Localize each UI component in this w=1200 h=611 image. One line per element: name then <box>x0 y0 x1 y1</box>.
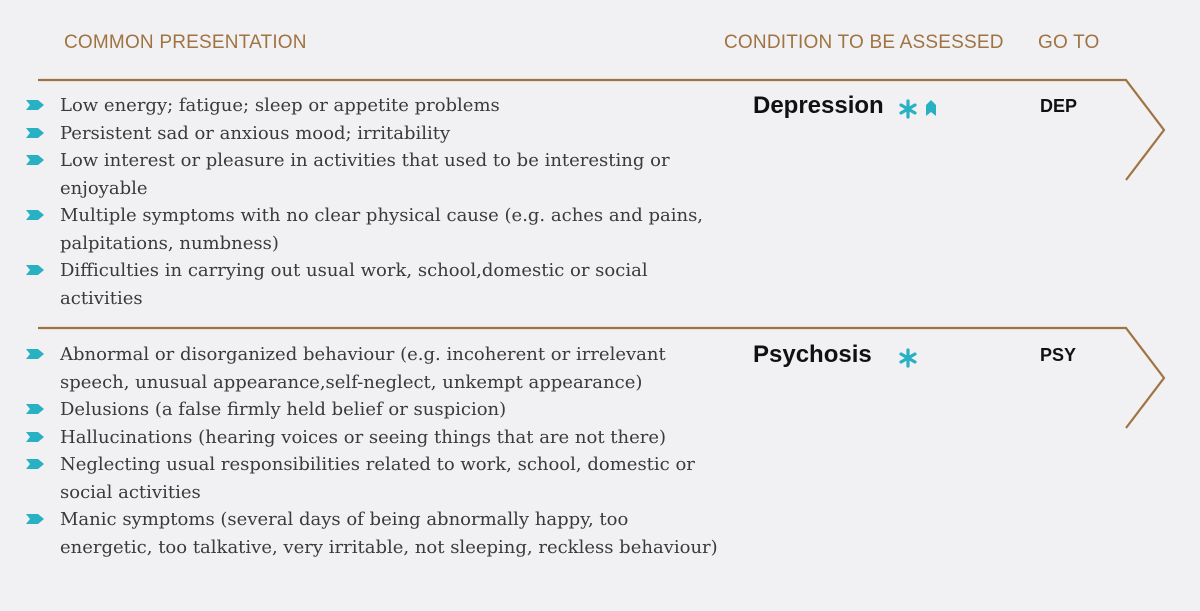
presentation-list <box>26 92 726 312</box>
bullet-arrow-icon <box>26 432 44 442</box>
bullet-arrow-icon <box>26 459 44 469</box>
goto-psy: PSY <box>1040 345 1077 365</box>
depression-icons <box>898 98 942 120</box>
list-item: Persistent sad or anxious mood; irritability <box>26 120 726 148</box>
bullet-arrow-icon <box>26 210 44 220</box>
header-condition: CONDITION TO BE ASSESSED <box>724 32 1004 53</box>
bullet-arrow-icon <box>26 404 44 414</box>
asterisk-icon <box>901 350 915 366</box>
header-common-presentation: COMMON PRESENTATION <box>64 32 307 53</box>
list-item: Low interest or pleasure in activities that used to be interesting or enjoyable <box>26 147 726 202</box>
list-item: Low energy; fatigue; sleep or appetite problems <box>26 92 726 120</box>
bullet-arrow-icon <box>26 155 44 165</box>
list-item: Neglecting usual responsibilities related to work, school, domestic or social activities <box>26 451 726 506</box>
presentation-list <box>26 341 726 561</box>
list-item: Difficulties in carrying out usual work, school,domestic or social activities <box>26 257 726 312</box>
bullet-arrow-icon <box>26 265 44 275</box>
asterisk-icon <box>901 101 915 117</box>
list-item: Hallucinations (hearing voices or seeing things that are not there) <box>26 424 726 452</box>
bullet-arrow-icon <box>26 100 44 110</box>
bullet-arrow-icon <box>26 349 44 359</box>
header-go-to: GO TO <box>1038 32 1100 53</box>
psychosis-icons <box>898 347 942 369</box>
bullet-arrow-icon <box>26 514 44 524</box>
list-item: Abnormal or disorganized behaviour (e.g. incoherent or irrelevant speech, unusual appearance,self-neglect, unkempt appearance) <box>26 341 726 396</box>
bookmark-house-icon <box>926 100 936 116</box>
condition-depression: Depression <box>753 92 884 119</box>
condition-psychosis: Psychosis <box>753 341 872 368</box>
bullet-arrow-icon <box>26 128 44 138</box>
list-item: Delusions (a false firmly held belief or suspicion) <box>26 396 726 424</box>
goto-dep: DEP <box>1040 96 1078 116</box>
list-item: Multiple symptoms with no clear physical cause (e.g. aches and pains, palpitations, numbness) <box>26 202 726 257</box>
list-item: Manic symptoms (several days of being abnormally happy, too energetic, too talkative, very irritable, not sleeping, reckless behaviour) <box>26 506 726 561</box>
